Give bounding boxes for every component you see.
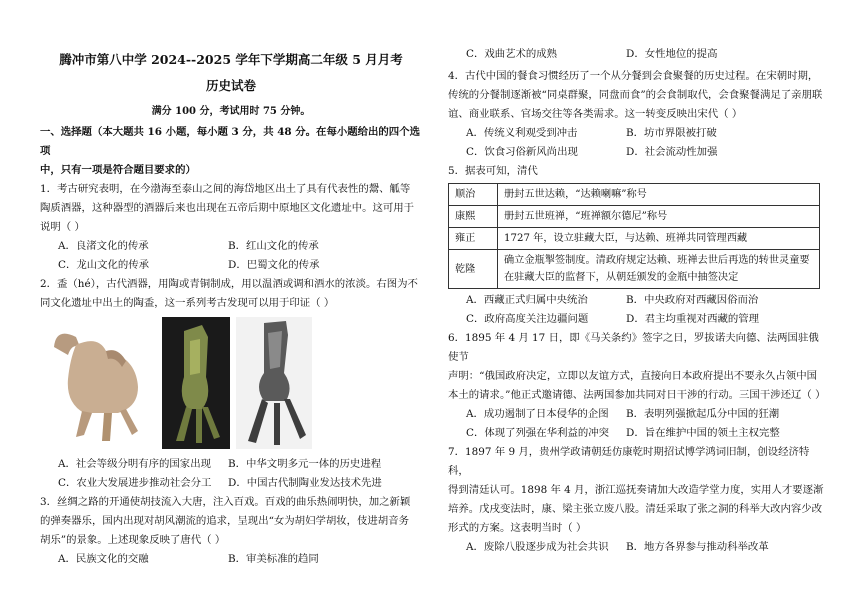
question-stem-line: 同文化遗址中出土的陶盉，这一系列考古发现可以用于印证（ ） xyxy=(40,297,335,309)
question-stem-line: 得到清廷认可。1898 年 4 月，浙江巡抚奏请加大改造学堂力度，实用人才要逐渐 xyxy=(448,484,824,496)
option-a[interactable]: A．废除八股逐步成为社会共识 xyxy=(466,541,609,553)
table-cell-event: 确立金瓶掣签制度。清政府规定达赖、班禅去世后再选的转世灵童要在驻藏大臣的监督下，从朝廷颁发的金瓶中抽签决定 xyxy=(498,250,820,289)
exam-title: 腾冲市第八中学 2024--2025 学年下学期高二年级 5 月月考 xyxy=(59,52,403,67)
options-row xyxy=(448,538,826,557)
option-c[interactable]: C．政府高度关注边疆问题 xyxy=(466,313,589,325)
question-3 xyxy=(40,493,422,569)
option-a[interactable]: A．成功遏制了日本侵华的企图 xyxy=(466,408,609,420)
question-stem-line: 谊、商业联系、官场交往等各类需求。这一转变反映出宋代（ ） xyxy=(448,108,743,120)
options-row xyxy=(448,405,826,424)
option-a[interactable]: A．良渚文化的传承 xyxy=(58,240,149,252)
question-stem-line: 培养。戊戌变法时，康、梁主张立废八股。清廷采取了张之洞的科举大改内容少改 xyxy=(448,503,823,515)
question-stem-line: 4．古代中国的餐食习惯经历了一个从分餐到会食聚餐的历史过程。在宋朝时期， xyxy=(448,70,819,82)
table-cell-emperor: 雍正 xyxy=(449,228,498,250)
section-heading: 一、选择题（本大题共 16 小题，每小题 3 分，共 48 分。在每小题给出的四个选项 xyxy=(40,126,420,157)
option-c[interactable]: C．体现了列强在华利益的冲突 xyxy=(466,427,610,439)
question-1 xyxy=(40,180,422,275)
table-row xyxy=(449,250,820,289)
options-row xyxy=(448,143,826,162)
options-row xyxy=(40,474,422,493)
question-stem-line: 胡乐”的景象。上述现象反映了唐代（ ） xyxy=(40,534,226,546)
option-d[interactable]: D．君主均重视对西藏的管理 xyxy=(626,313,760,325)
question-stem-line: 本土的请求。”他正式邀请德、法两国参加共同对日干涉的行动。三国干涉还辽（ ） xyxy=(448,389,826,401)
exam-meta: 满分 100 分，考试用时 75 分钟。 xyxy=(151,106,311,117)
option-d[interactable]: D．女性地位的提高 xyxy=(626,48,718,60)
question-7 xyxy=(448,443,826,557)
options-row xyxy=(448,424,826,443)
bronze-vessel-icon xyxy=(162,317,230,449)
question-stem-line: 陶质酒器，这种器型的酒器后来也出现在五帝后期中原地区文化遗址中。这可用于 xyxy=(40,202,415,214)
question-6 xyxy=(448,329,826,443)
options-row xyxy=(448,310,826,329)
exam-subtitle: 历史试卷 xyxy=(205,78,256,93)
question-stem-line: 6．1895 年 4 月 17 日，即《马关条约》签字之日，罗拔诺夫向德、法两国驻俄使节 xyxy=(448,332,819,363)
options-row xyxy=(40,237,422,256)
table-cell-emperor: 顺治 xyxy=(449,184,498,206)
right-column xyxy=(448,45,826,557)
option-c[interactable]: C．龙山文化的传承 xyxy=(58,259,150,271)
option-d[interactable]: D．旨在维护中国的领土主权完整 xyxy=(626,427,780,439)
table-cell-event: 1727 年，设立驻藏大臣，与达赖、班禅共同管理西藏 xyxy=(498,228,820,250)
option-b[interactable]: B．中央政府对西藏因俗而治 xyxy=(626,294,759,306)
question-stem: 5．据表可知，清代 xyxy=(448,165,538,177)
table-cell-emperor: 乾隆 xyxy=(449,250,498,289)
left-column xyxy=(40,0,422,569)
option-b[interactable]: B．地方各界参与推动科举改革 xyxy=(626,541,769,553)
option-d[interactable]: D．中国古代制陶业发达技术先进 xyxy=(228,477,382,489)
options-row xyxy=(448,45,826,64)
option-a[interactable]: A．西藏正式归属中央统治 xyxy=(466,294,588,306)
question-stem-line: 3．丝绸之路的开通使胡技流入大唐，注入百戏。百戏的曲乐热闹明快，加之新颖 xyxy=(40,496,411,508)
question-stem-line: 的弹奏器乐，国内出现对胡风潮流的追求，呈现出“女为胡妇学胡妆，伎进胡音务 xyxy=(40,515,409,527)
table-row xyxy=(449,206,820,228)
option-b[interactable]: B．坊市界限被打破 xyxy=(626,127,717,139)
option-a[interactable]: A．社会等级分明有序的国家出现 xyxy=(58,458,211,470)
table-row xyxy=(449,184,820,206)
table-row xyxy=(449,228,820,250)
option-d[interactable]: D．巴蜀文化的传承 xyxy=(228,259,320,271)
table-cell-event: 册封五世达赖，“达赖喇嘛”称号 xyxy=(498,184,820,206)
option-c[interactable]: C．饮食习俗新风尚出现 xyxy=(466,146,578,158)
option-c[interactable]: C．戏曲艺术的成熟 xyxy=(466,48,558,60)
question-stem-line: 传统的分餐制逐渐被“同桌群聚，同盘而食”的会食制取代，会食聚餐满足了亲朋联 xyxy=(448,89,823,101)
question-stem-line: 声明：“俄国政府决定，立即以友谊方式，直接向日本政府提出不要永久占领中国 xyxy=(448,370,817,382)
question-stem-line: 说明（ ） xyxy=(40,221,85,233)
option-a[interactable]: A．民族文化的交融 xyxy=(58,553,149,565)
table-cell-emperor: 康熙 xyxy=(449,206,498,228)
question-stem-line: 7．1897 年 9 月，贵州学政请朝廷仿康乾时期招试博学鸿词旧制，创设经济特科， xyxy=(448,446,810,477)
option-a[interactable]: A．传统义利观受到冲击 xyxy=(466,127,578,139)
question-5 xyxy=(448,162,826,329)
question-stem-line: 1．考古研究表明，在今渤海至泰山之间的海岱地区出土了具有代表性的鬶、觚等 xyxy=(40,183,411,195)
option-b[interactable]: B．审美标准的趋同 xyxy=(228,553,319,565)
option-b[interactable]: B．表明列强掀起瓜分中国的狂潮 xyxy=(626,408,780,420)
options-row xyxy=(448,291,826,310)
options-row xyxy=(40,550,422,569)
option-d[interactable]: D．社会流动性加强 xyxy=(626,146,718,158)
qing-tibet-table xyxy=(448,183,820,289)
question-stem-line: 2．盉（hé），古代酒器，用陶或青铜制成，用以温酒或调和酒水的浓淡。右图为不 xyxy=(40,278,418,290)
table-cell-event: 册封五世班禅，“班禅额尔德尼”称号 xyxy=(498,206,820,228)
question-4 xyxy=(448,67,826,162)
question-2 xyxy=(40,275,422,493)
options-row xyxy=(448,124,826,143)
question-stem-line: 形式的方案。这表明当时（ ） xyxy=(448,522,587,534)
options-row xyxy=(40,256,422,275)
option-b[interactable]: B．中华文明多元一体的历史进程 xyxy=(228,458,382,470)
bronze-tripod-icon xyxy=(236,317,312,449)
section-heading-2: 中，只有一项是符合题目要求的） xyxy=(40,164,196,176)
options-row xyxy=(40,455,422,474)
artifact-images xyxy=(46,317,422,449)
pottery-he-vessel-icon xyxy=(46,317,156,449)
option-c[interactable]: C．农业大发展进步推动社会分工 xyxy=(58,477,212,489)
option-b[interactable]: B．红山文化的传承 xyxy=(228,240,319,252)
